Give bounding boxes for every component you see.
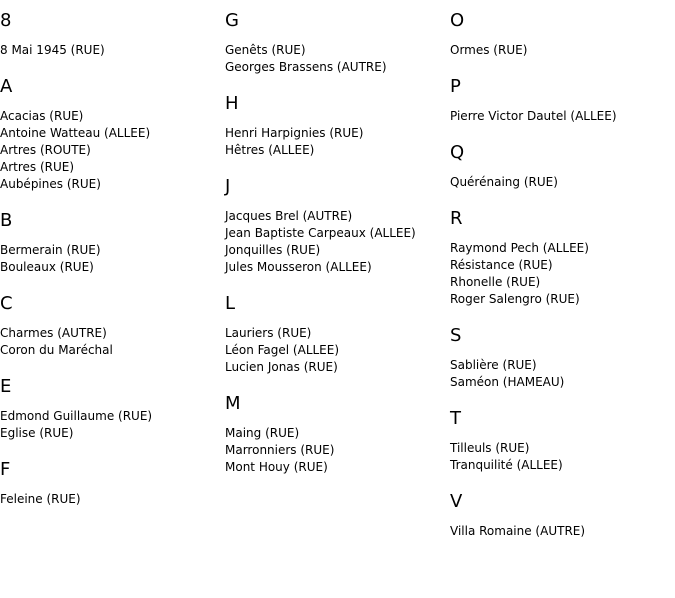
letter-heading: Q [450, 142, 465, 163]
letter-heading: F [0, 459, 11, 480]
street-link[interactable]: Aubépines (RUE) [0, 177, 101, 191]
letter-group-p [450, 76, 675, 125]
letter-group-e [0, 376, 225, 442]
street-link[interactable]: Sablière (RUE) [450, 358, 537, 372]
letter-heading: R [450, 208, 463, 229]
index-column [0, 10, 225, 525]
street-link[interactable]: Roger Salengro (RUE) [450, 292, 580, 306]
street-link[interactable]: Hêtres (ALLEE) [225, 143, 315, 157]
letter-group-8 [0, 10, 225, 59]
letter-group-c [0, 293, 225, 359]
letter-heading: 8 [0, 10, 12, 31]
letter-heading: L [225, 293, 236, 314]
street-link[interactable]: 8 Mai 1945 (RUE) [0, 43, 105, 57]
street-link[interactable]: Edmond Guillaume (RUE) [0, 409, 153, 423]
index-column [225, 10, 450, 493]
street-link[interactable]: Lucien Jonas (RUE) [225, 360, 338, 374]
street-link[interactable]: Antoine Watteau (ALLEE) [0, 126, 151, 140]
letter-heading: J [225, 176, 231, 197]
street-link[interactable]: Quérénaing (RUE) [450, 175, 558, 189]
letter-group-g [225, 10, 450, 76]
street-link[interactable]: Genêts (RUE) [225, 43, 306, 57]
street-link[interactable]: Artres (ROUTE) [0, 143, 91, 157]
street-link[interactable]: Mont Houy (RUE) [225, 460, 328, 474]
letter-heading: O [450, 10, 465, 31]
street-link[interactable]: Eglise (RUE) [0, 426, 74, 440]
letter-group-s [450, 325, 675, 391]
street-link[interactable]: Lauriers (RUE) [225, 326, 312, 340]
letter-group-q [450, 142, 675, 191]
street-link[interactable]: Jonquilles (RUE) [225, 243, 321, 257]
street-link[interactable]: Ormes (RUE) [450, 43, 528, 57]
street-link[interactable]: Léon Fagel (ALLEE) [225, 343, 340, 357]
letter-heading: S [450, 325, 462, 346]
street-link[interactable]: Henri Harpignies (RUE) [225, 126, 364, 140]
letter-heading: C [0, 293, 13, 314]
street-link[interactable]: Coron du Maréchal [0, 343, 113, 357]
street-link[interactable]: Acacias (RUE) [0, 109, 84, 123]
letter-heading: T [450, 408, 461, 429]
street-link[interactable]: Artres (RUE) [0, 160, 75, 174]
letter-group-t [450, 408, 675, 474]
street-link[interactable]: Tilleuls (RUE) [450, 441, 530, 455]
street-link[interactable]: Feleine (RUE) [0, 492, 81, 506]
letter-heading: E [0, 376, 12, 397]
street-link[interactable]: Pierre Victor Dautel (ALLEE) [450, 109, 617, 123]
street-link[interactable]: Résistance (RUE) [450, 258, 553, 272]
letter-group-a [0, 76, 225, 193]
street-link[interactable]: Charmes (AUTRE) [0, 326, 107, 340]
letter-group-h [225, 93, 450, 159]
street-link[interactable]: Marronniers (RUE) [225, 443, 335, 457]
street-link[interactable]: Georges Brassens (AUTRE) [225, 60, 387, 74]
letter-group-b [0, 210, 225, 276]
letter-heading: A [0, 76, 13, 97]
letter-group-f [0, 459, 225, 508]
street-link[interactable]: Bermerain (RUE) [0, 243, 101, 257]
letter-heading: V [450, 491, 463, 512]
street-link[interactable]: Villa Romaine (AUTRE) [450, 524, 586, 538]
street-link[interactable]: Bouleaux (RUE) [0, 260, 94, 274]
letter-group-m [225, 393, 450, 476]
letter-group-l [225, 293, 450, 376]
street-link[interactable]: Jules Mousseron (ALLEE) [225, 260, 372, 274]
street-link[interactable]: Jean Baptiste Carpeaux (ALLEE) [225, 226, 416, 240]
letter-heading: H [225, 93, 239, 114]
letter-heading: G [225, 10, 239, 31]
letter-heading: B [0, 210, 13, 231]
letter-group-r [450, 208, 675, 308]
letter-group-o [450, 10, 675, 59]
letter-group-j [225, 176, 450, 276]
street-link[interactable]: Jacques Brel (AUTRE) [225, 209, 353, 223]
street-link[interactable]: Tranquilité (ALLEE) [450, 458, 563, 472]
street-link[interactable]: Saméon (HAMEAU) [450, 375, 565, 389]
street-link[interactable]: Raymond Pech (ALLEE) [450, 241, 589, 255]
letter-heading: P [450, 76, 461, 97]
street-link[interactable]: Maing (RUE) [225, 426, 300, 440]
index-column [450, 10, 675, 557]
letter-heading: M [225, 393, 241, 414]
street-link[interactable]: Rhonelle (RUE) [450, 275, 541, 289]
letter-group-v [450, 491, 675, 540]
